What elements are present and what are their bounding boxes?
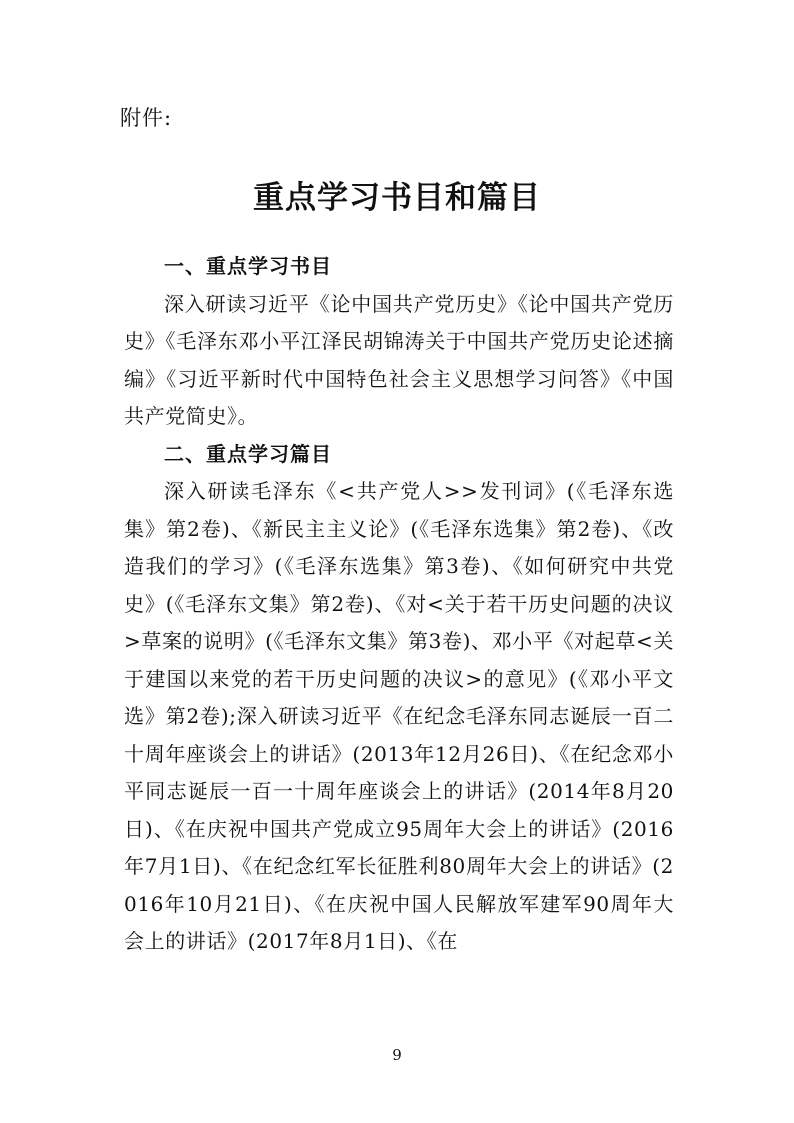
section-paragraph-articles: 深入研读毛泽东《<共产党人>>发刊词》(《毛泽东选集》第2卷)、《新民主主义论》(《毛泽东选集》第2卷)、《改造我们的学习》(《毛泽东选集》第3卷)、《如何研究中共党史》(《毛泽东文集》第2卷)、《对<关于若干历史问题的决议>草案的说明》(《毛泽东文集》第3卷)、邓小平《对起草<关于建国以来党的若干历史问题的决议>的意见》(《邓小平文选》第2卷);深入研读习近平《在纪念毛泽东同志诞辰一百二十周年座谈会上的讲话》(2013年12月26日)、《在纪念邓小平同志诞辰一百一十周年座谈会上的讲话》(2014年8月20日)、《在庆祝中国共产党成立95周年大会上的讲话》(2016年7月1日)、《在纪念红军长征胜利80周年大会上的讲话》(2016年10月21日)、《在庆祝中国人民解放军建军90周年大会上的讲话》(2017年8月1日)、《在 [124,479,674,953]
document-body [124,248,674,961]
section-paragraph-books: 深入研读习近平《论中国共产党历史》《论中国共产党历史》《毛泽东邓小平江泽民胡锦涛关于中国共产党历史论述摘编》《习近平新时代中国特色社会主义思想学习问答》《中国共产党简史》。 [124,291,674,428]
attachment-label: 附件: [120,106,173,130]
document-title: 重点学习书目和篇目 [253,180,541,216]
section-heading-articles: 二、重点学习篇目 [164,441,332,466]
page-number: 9 [392,1046,402,1064]
section-heading-books: 一、重点学习书目 [164,254,332,278]
